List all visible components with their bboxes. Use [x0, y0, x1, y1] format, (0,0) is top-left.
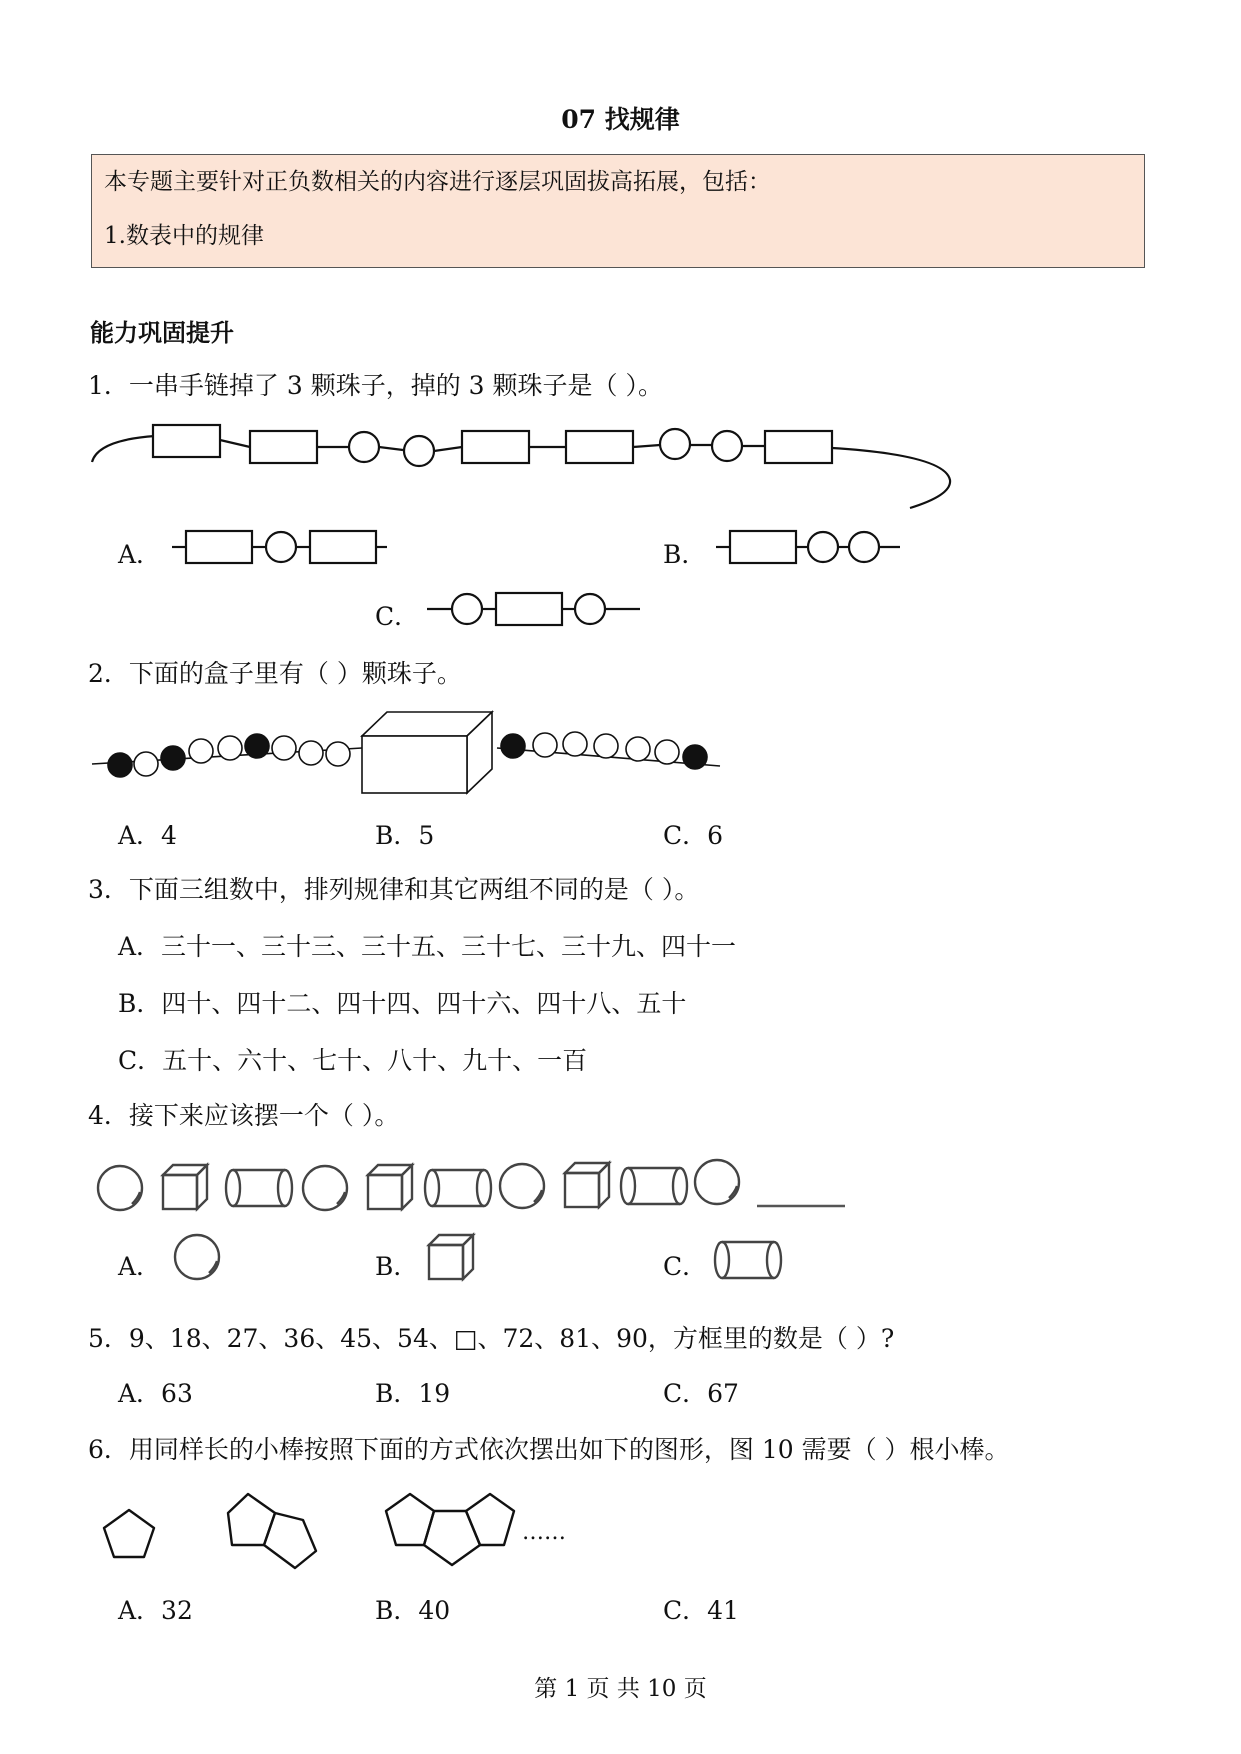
q6-option-a[interactable]: A．32 — [118, 1596, 193, 1625]
question-4-text: 4．接下来应该摆一个（ ）。 — [88, 1101, 400, 1130]
q2-option-a[interactable]: A．4 — [118, 821, 177, 850]
page-title: 07 找规律 — [561, 105, 680, 134]
bracelet-rect-bead — [566, 431, 633, 463]
intro-line-2: 1.数表中的规律 — [104, 223, 264, 249]
question-3-text: 3．下面三组数中，排列规律和其它两组不同的是（ ）。 — [88, 875, 700, 904]
intro-line-1: 本专题主要针对正负数相关的内容进行逐层巩固拔高拓展，包括： — [104, 169, 771, 195]
bracelet-circle-bead — [404, 436, 434, 466]
pentagon-pattern-figure — [0, 0, 1, 1]
bracelet-rect-bead — [765, 431, 832, 463]
q2-option-c[interactable]: C．6 — [663, 821, 724, 850]
intro-box — [91, 154, 1145, 268]
section-title: 能力巩固提升 — [90, 318, 234, 347]
q5-option-c[interactable]: C．67 — [663, 1379, 739, 1408]
box-icon — [362, 736, 467, 793]
q6-option-c[interactable]: C．41 — [663, 1596, 739, 1625]
q1-option-b-label[interactable]: B． — [663, 540, 707, 569]
q4-option-c-label[interactable]: C． — [663, 1252, 708, 1281]
page-footer: 第 1 页 共 10 页 — [534, 1676, 707, 1702]
pentagon-shape — [228, 1494, 275, 1545]
pentagon-shape — [264, 1513, 316, 1568]
bracelet-circle-bead — [660, 429, 690, 459]
pentagon-shape — [466, 1494, 514, 1545]
question-6-text: 6．用同样长的小棒按照下面的方式依次摆出如下的图形，图 10 需要（ ）根小棒。 — [88, 1435, 1010, 1464]
pentagon-shape — [424, 1511, 480, 1565]
question-1-text: 1．一串手链掉了 3 颗珠子，掉的 3 颗珠子是（ ）。 — [88, 371, 663, 400]
q6-ellipsis: …… — [522, 1520, 566, 1545]
pentagon-shape — [104, 1510, 154, 1557]
bracelet-circle-bead — [712, 431, 742, 461]
bracelet-rect-bead — [153, 425, 220, 457]
q1-option-a-label[interactable]: A． — [118, 540, 162, 569]
q3-option-c[interactable]: C．五十、六十、七十、八十、九十、一百 — [118, 1046, 588, 1075]
q5-option-b[interactable]: B．19 — [375, 1379, 451, 1408]
question-2-text: 2．下面的盒子里有（ ）颗珠子。 — [88, 659, 462, 688]
q5-option-a[interactable]: A．63 — [118, 1379, 193, 1408]
bracelet-rect-bead — [250, 431, 317, 463]
bracelet-circle-bead — [349, 432, 379, 462]
q2-option-b[interactable]: B．5 — [375, 821, 435, 850]
q1-option-c-label[interactable]: C． — [375, 602, 420, 631]
q6-option-b[interactable]: B．40 — [375, 1596, 451, 1625]
question-5-text: 5．9、18、27、36、45、54、□、72、81、90，方框里的数是（ ）? — [88, 1324, 895, 1353]
q3-option-b[interactable]: B．四十、四十二、四十四、四十六、四十八、五十 — [118, 989, 687, 1018]
q4-option-b-label[interactable]: B． — [375, 1252, 419, 1281]
bracelet-rect-bead — [462, 431, 529, 463]
q4-option-a-label[interactable]: A． — [118, 1252, 162, 1281]
q3-option-a[interactable]: A．三十一、三十三、三十五、三十七、三十九、四十一 — [118, 932, 737, 961]
